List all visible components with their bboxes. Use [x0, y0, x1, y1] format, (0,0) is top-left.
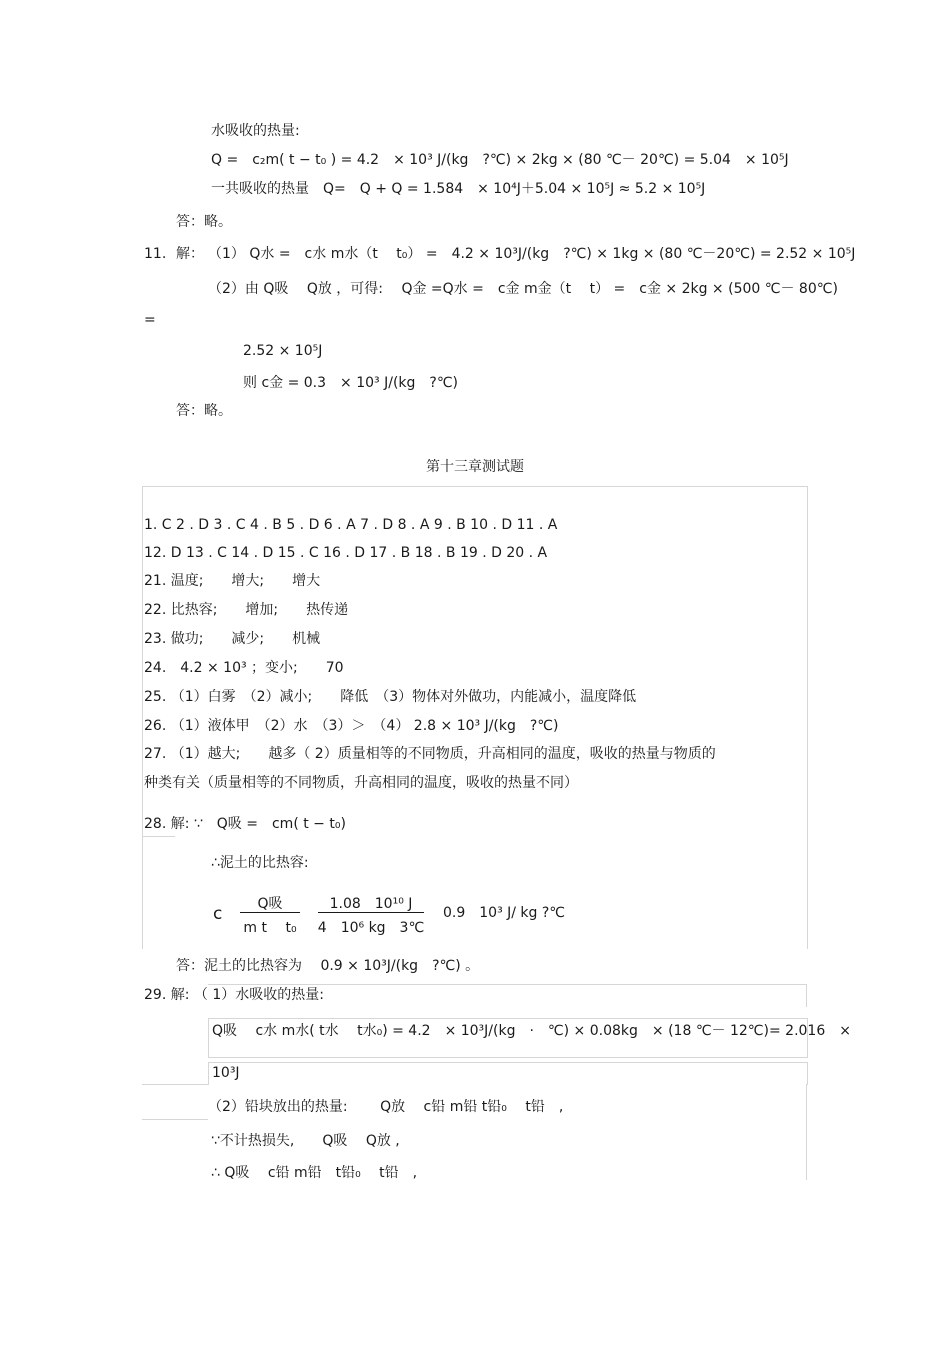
fraction-2-denominator: 4 10⁶ kg 3℃	[317, 920, 425, 936]
answer-line: 答：略。	[176, 214, 232, 230]
fraction-1-bar	[240, 912, 300, 913]
problem-29-line-1: 29. 解: （ 1）水吸收的热量:	[144, 987, 324, 1003]
answer-27-line-2: 种类有关（质量相等的不同物质，升高相同的温度，吸收的热量不同）	[144, 775, 578, 791]
answer-25: 25. （1）白雾 （2）减小; 降低 （3）物体对外做功，内能减小，温度降低	[144, 689, 637, 705]
problem-29-line-2: Q吸 c水 m水( t水 t水₀) = 4.2 × 10³J/(kg · ℃) × 0.08kg × (18 ℃－ 12℃)= 2.016 ×	[212, 1023, 851, 1039]
choice-answers-row-1: 1. C 2 . D 3 . C 4 . B 5 . D 6 . A 7 . D 8 . A 9 . B 10 . D 11 . A	[144, 517, 558, 533]
c-symbol: c	[213, 904, 223, 924]
problem-28-result: 0.9 10³ J/ kg ?℃	[443, 905, 566, 921]
problem-29-line-4: （2）铅块放出的热量: Q放 c铅 m铅 t铅₀ t铅 ,	[208, 1099, 564, 1115]
answer-23: 23. 做功; 减少; 机械	[144, 631, 321, 647]
problem-11-step1: （1） Q水 = c水 m水（t t₀） = 4.2 × 10³J/(kg ?℃) × 1kg × (80 ℃－20℃) = 2.52 × 10⁵J	[208, 246, 856, 262]
fraction-1-numerator: Q吸	[257, 896, 283, 912]
problem-28-line-2: ∴泥土的比热容:	[211, 855, 309, 871]
problem-28-bracket	[142, 836, 175, 949]
chapter-title: 第十三章测试题	[426, 459, 524, 475]
fraction-1-denominator: m t t₀	[243, 920, 297, 936]
problem-11-result: 则 c金 = 0.3 × 10³ J/(kg ?℃)	[243, 375, 459, 391]
problem-11-equals: =	[144, 312, 156, 328]
answer-22: 22. 比热容; 增加; 热传递	[144, 602, 349, 618]
answer-21: 21. 温度; 增大; 增大	[144, 573, 321, 589]
answer-24: 24. 4.2 × 10³ ；变小; 70	[144, 660, 344, 676]
q-formula-line: Q = c₂m( t − t₀ ) = 4.2 × 10³ J/(kg ?℃) × 2kg × (80 ℃－ 20℃) = 5.04 × 10⁵J	[211, 152, 789, 168]
problem-11-jie: 解：	[176, 246, 204, 262]
problem-11-step2: （2）由 Q吸 Q放 ，可得: Q金 =Q水 = c金 m金（t t） = c金 × 2kg × (500 ℃－ 80℃)	[208, 281, 838, 297]
problem-29-continued-box	[208, 1062, 808, 1085]
water-heat-label: 水吸收的热量:	[211, 123, 300, 139]
problem-29-line-5: ∵不计热损失, Q吸 Q放 ,	[211, 1133, 400, 1149]
choice-answers-row-2: 12. D 13 . C 14 . D 15 . C 16 . D 17 . B 18 . B 19 . D 20 . A	[144, 545, 548, 561]
answer-26: 26. （1）液体甲 （2）水 （3）＞ （4） 2.8 × 10³ J/(kg ?℃)	[144, 718, 559, 734]
problem-11-label: 11.	[144, 246, 167, 262]
problem-11-value: 2.52 × 10⁵J	[243, 343, 323, 359]
problem-28-line-1: 28. 解: ∵ Q吸 = cm( t − t₀)	[144, 816, 346, 832]
fraction-2-numerator: 1.08 10¹⁰ J	[329, 896, 413, 912]
answer-27-line-1: 27. （1）越大; 越多（ 2）质量相等的不同物质，升高相同的温度，吸收的热量与物质的	[144, 746, 716, 762]
problem-29-line-6: ∴ Q吸 c铅 m铅 t铅₀ t铅 ,	[211, 1165, 418, 1181]
problem-11-answer: 答：略。	[176, 403, 232, 419]
problem-28-answer: 答：泥土的比热容为 0.9 × 10³J/(kg ?℃) 。	[176, 958, 480, 974]
problem-29-left-rule	[142, 1084, 208, 1120]
problem-29-right-rule	[806, 1084, 807, 1180]
fraction-2-bar	[318, 912, 424, 913]
problem-29-line-3: 10³J	[212, 1065, 240, 1081]
total-heat-line: 一共吸收的热量 Q= Q + Q = 1.584 × 10⁴J＋5.04 × 10⁵J ≈ 5.2 × 10⁵J	[211, 181, 706, 197]
